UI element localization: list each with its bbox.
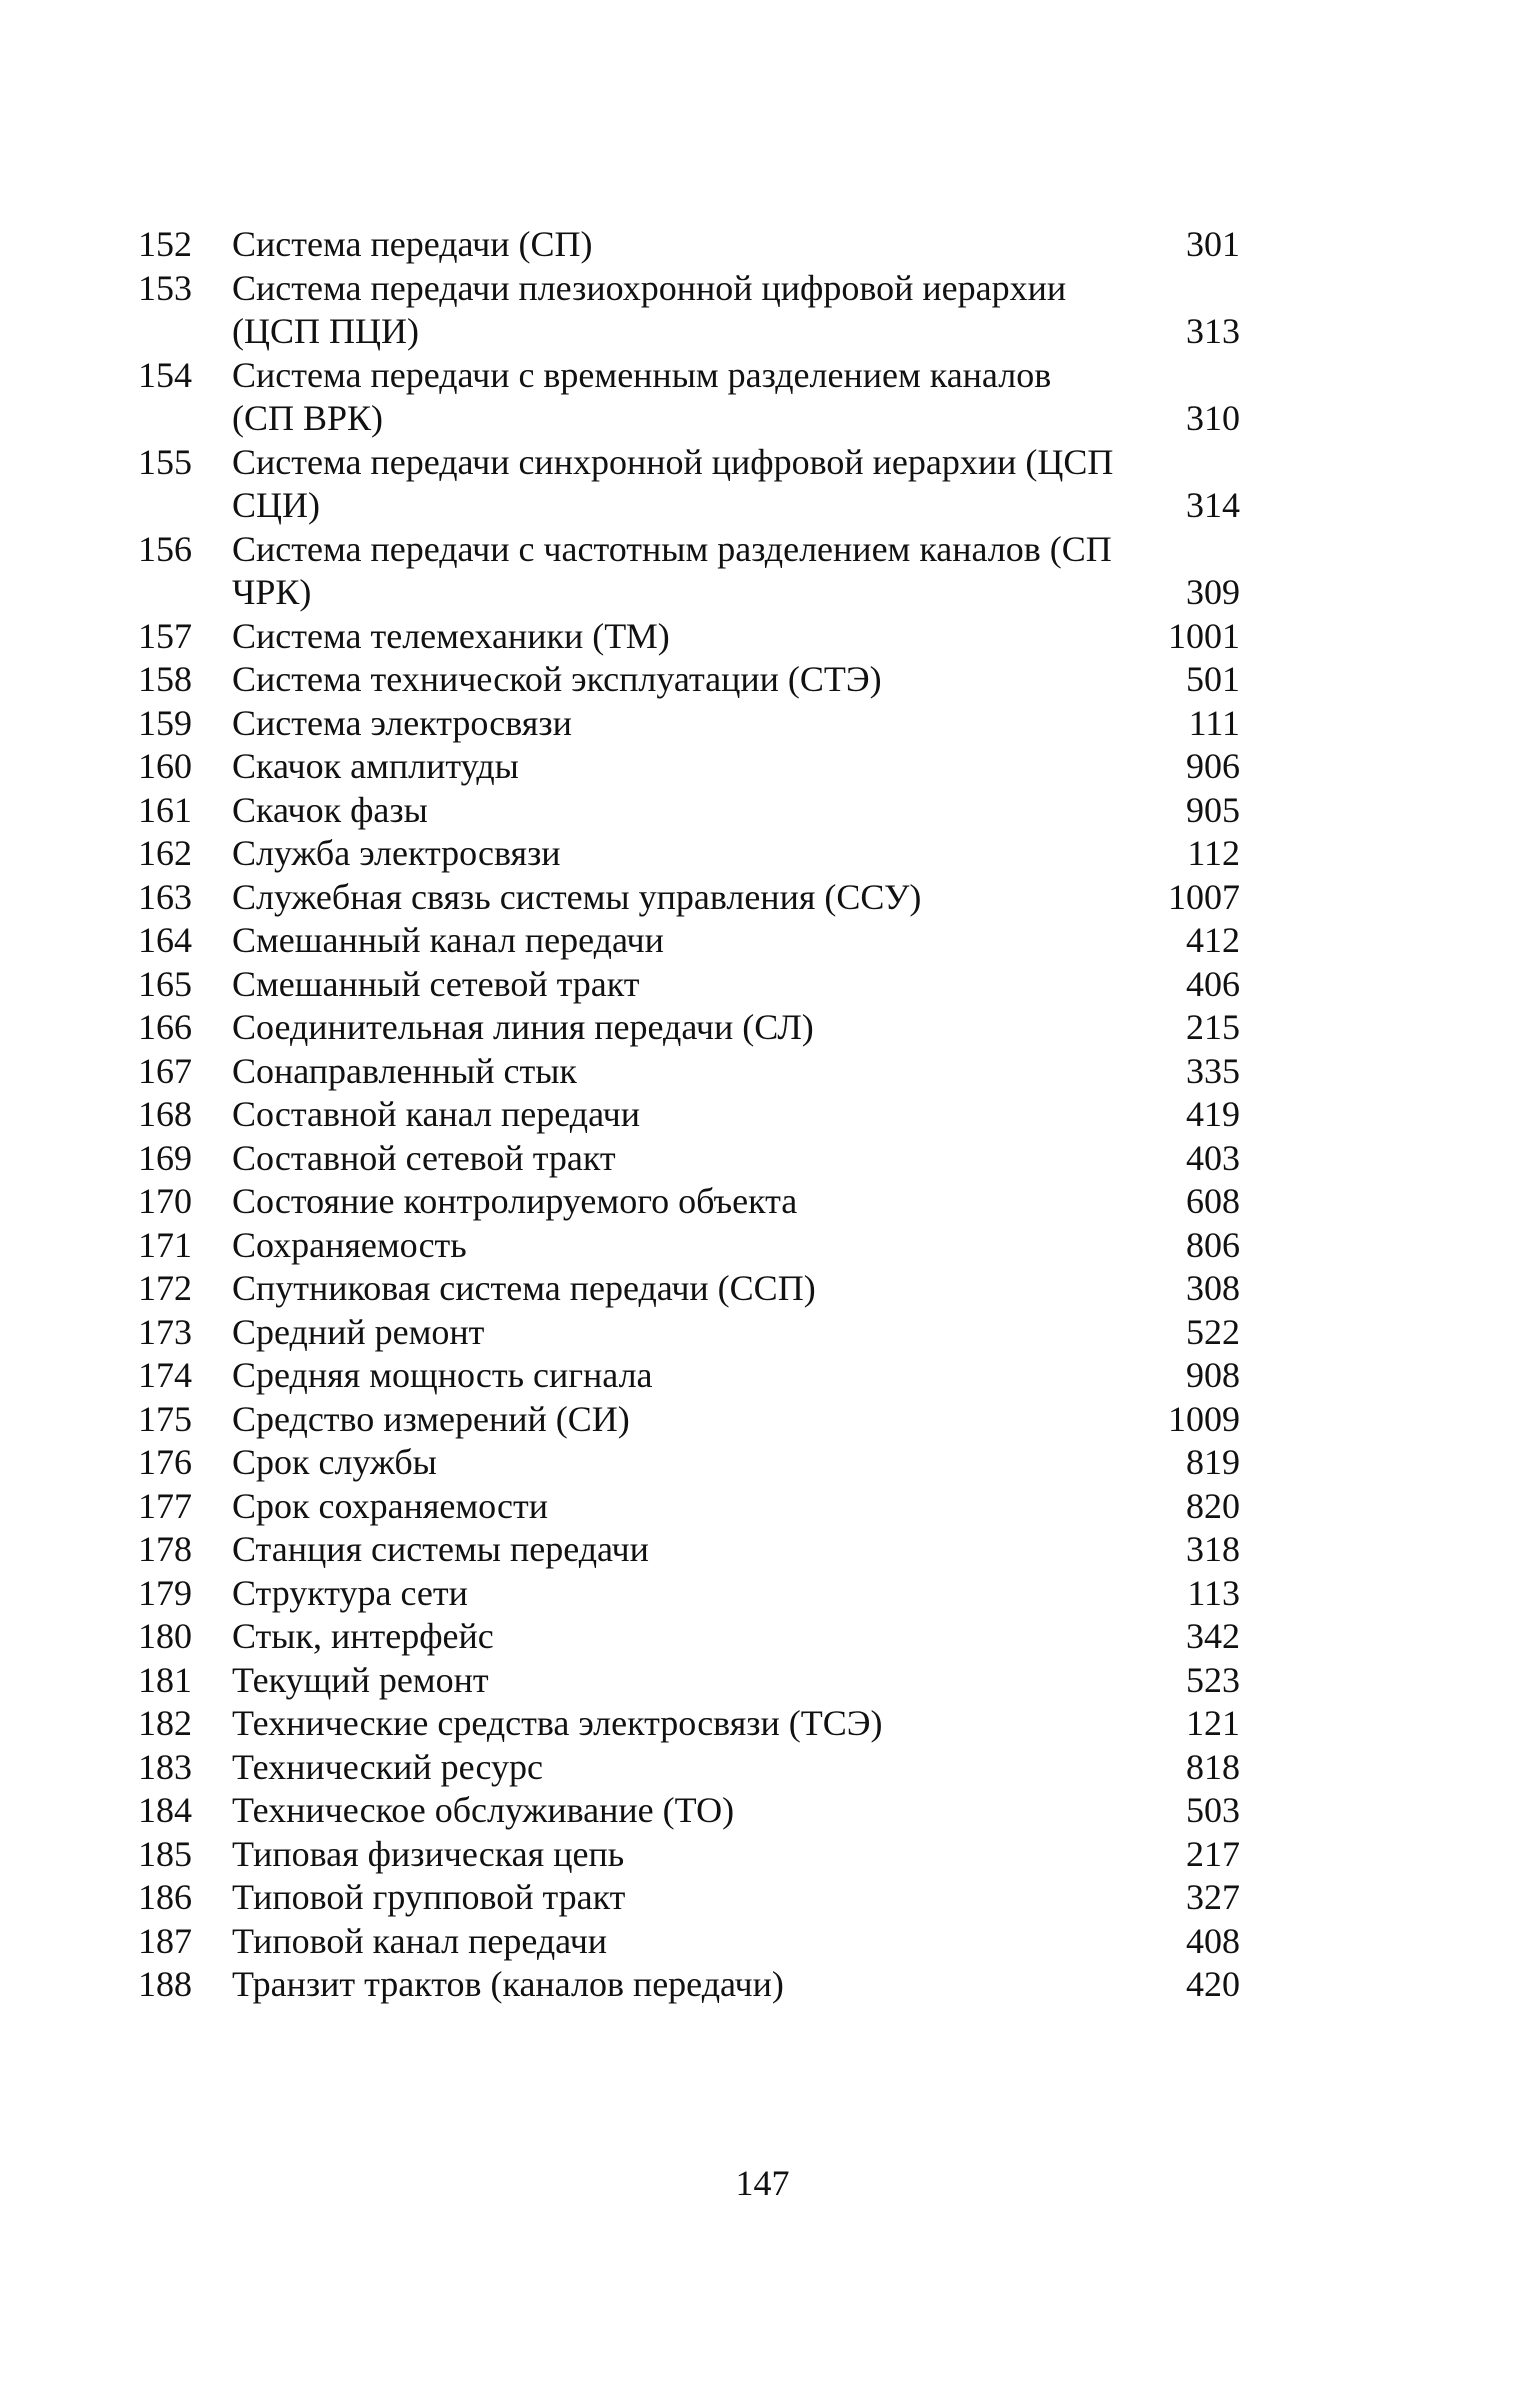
entry-term: Спутниковая система передачи (ССП)	[232, 1268, 816, 1308]
index-entry	[138, 1528, 1240, 1572]
entry-number: 179	[138, 1572, 192, 1613]
entry-number: 186	[138, 1877, 192, 1917]
entry-term: Составной сетевой тракт	[232, 1137, 616, 1178]
entry-term: Сохраняемость	[232, 1224, 467, 1265]
index-entry	[138, 1789, 1240, 1833]
entry-number: 185	[138, 1833, 192, 1874]
entry-page-reference: 1007	[1168, 876, 1240, 917]
entry-number: 176	[138, 1442, 192, 1482]
entry-term: Станция системы передачи	[232, 1529, 649, 1569]
entry-number: 178	[138, 1529, 192, 1569]
index-entry	[138, 1267, 1240, 1311]
entry-page-reference: 406	[1186, 963, 1240, 1004]
entry-number: 159	[138, 702, 192, 743]
entry-number: 156	[138, 528, 192, 569]
index-entry	[138, 1485, 1240, 1529]
entry-number: 170	[138, 1181, 192, 1221]
index-entry	[138, 267, 1240, 354]
entry-term: Средняя мощность сигнала	[232, 1355, 653, 1395]
entry-page-reference: 309	[1186, 572, 1240, 612]
entry-term: Технический ресурс	[232, 1746, 543, 1787]
index-entry	[138, 1050, 1240, 1094]
entry-number: 187	[138, 1920, 192, 1961]
index-entry	[138, 1311, 1240, 1355]
entry-term: Система передачи синхронной цифровой иерархии (ЦСП СЦИ)	[232, 441, 1114, 525]
index-entry	[138, 1180, 1240, 1224]
entry-page-reference: 419	[1186, 1094, 1240, 1134]
entry-term: Средний ремонт	[232, 1311, 485, 1352]
entry-number: 183	[138, 1746, 192, 1787]
entry-term: Система передачи с временным разделением каналов (СП ВРК)	[232, 354, 1052, 438]
entry-page-reference: 820	[1186, 1485, 1240, 1526]
entry-number: 152	[138, 224, 192, 264]
entry-number: 160	[138, 746, 192, 786]
entry-page-reference: 1001	[1168, 615, 1240, 656]
index-entry	[138, 919, 1240, 963]
entry-term: Соединительная линия передачи (СЛ)	[232, 1007, 814, 1047]
entry-page-reference: 342	[1186, 1616, 1240, 1656]
index-entry	[138, 1615, 1240, 1659]
entry-number: 172	[138, 1268, 192, 1308]
entry-number: 173	[138, 1311, 192, 1352]
entry-page-reference: 408	[1186, 1920, 1240, 1961]
entry-page-reference: 318	[1186, 1529, 1240, 1569]
index-entry	[138, 223, 1240, 267]
entry-term: Система электросвязи	[232, 702, 572, 743]
index-entry	[138, 789, 1240, 833]
entry-number: 164	[138, 920, 192, 960]
entry-term: Служебная связь системы управления (ССУ)	[232, 876, 922, 917]
index-entry	[138, 1224, 1240, 1268]
entry-number: 171	[138, 1224, 192, 1265]
index-entry	[138, 1006, 1240, 1050]
index-entry	[138, 528, 1240, 615]
index-entry	[138, 1746, 1240, 1790]
index-entry	[138, 963, 1240, 1007]
entry-page-reference: 403	[1186, 1137, 1240, 1178]
entry-page-reference: 908	[1186, 1355, 1240, 1395]
entry-number: 161	[138, 789, 192, 830]
entry-page-reference: 806	[1186, 1224, 1240, 1265]
entry-page-reference: 310	[1186, 398, 1240, 438]
entry-page-reference: 313	[1186, 311, 1240, 351]
entry-number: 182	[138, 1703, 192, 1743]
term-index-list	[138, 223, 1240, 2007]
index-entry	[138, 1876, 1240, 1920]
entry-page-reference: 314	[1186, 485, 1240, 525]
entry-term: Срок сохраняемости	[232, 1485, 549, 1526]
index-entry	[138, 832, 1240, 876]
entry-number: 177	[138, 1485, 192, 1526]
entry-number: 158	[138, 659, 192, 699]
entry-term: Техническое обслуживание (ТО)	[232, 1790, 735, 1830]
entry-page-reference: 1009	[1168, 1398, 1240, 1439]
entry-page-reference: 327	[1186, 1877, 1240, 1917]
entry-term: Типовой канал передачи	[232, 1920, 608, 1961]
index-entry	[138, 615, 1240, 659]
entry-page-reference: 906	[1186, 746, 1240, 786]
entry-page-reference: 113	[1187, 1572, 1240, 1613]
index-entry	[138, 876, 1240, 920]
entry-page-reference: 217	[1186, 1833, 1240, 1874]
index-entry	[138, 1137, 1240, 1181]
entry-number: 180	[138, 1616, 192, 1656]
entry-page-reference: 905	[1186, 789, 1240, 830]
entry-number: 181	[138, 1659, 192, 1700]
entry-term: Система передачи с частотным разделением каналов (СП ЧРК)	[232, 528, 1112, 612]
entry-term: Текущий ремонт	[232, 1659, 489, 1700]
entry-term: Средство измерений (СИ)	[232, 1398, 630, 1439]
entry-page-reference: 819	[1186, 1442, 1240, 1482]
index-entry	[138, 658, 1240, 702]
entry-number: 174	[138, 1355, 192, 1395]
entry-page-reference: 501	[1186, 659, 1240, 699]
index-entry	[138, 702, 1240, 746]
entry-term: Смешанный канал передачи	[232, 920, 664, 960]
entry-page-reference: 503	[1186, 1790, 1240, 1830]
entry-page-reference: 301	[1186, 224, 1240, 264]
entry-number: 165	[138, 963, 192, 1004]
entry-term: Стык, интерфейс	[232, 1616, 494, 1656]
index-entry	[138, 441, 1240, 528]
entry-number: 154	[138, 354, 192, 395]
entry-page-reference: 818	[1186, 1746, 1240, 1787]
entry-page-reference: 412	[1186, 920, 1240, 960]
entry-term: Технические средства электросвязи (ТСЭ)	[232, 1703, 883, 1743]
entry-page-reference: 335	[1186, 1050, 1240, 1091]
entry-number: 155	[138, 441, 192, 482]
entry-term: Скачок фазы	[232, 789, 428, 830]
entry-number: 184	[138, 1790, 192, 1830]
entry-term: Система передачи (СП)	[232, 224, 593, 264]
entry-number: 163	[138, 876, 192, 917]
entry-term: Состояние контролируемого объекта	[232, 1181, 798, 1221]
index-entry	[138, 1702, 1240, 1746]
entry-term: Структура сети	[232, 1572, 468, 1613]
index-entry	[138, 1572, 1240, 1616]
entry-page-reference: 608	[1186, 1181, 1240, 1221]
entry-term: Система передачи плезиохронной цифровой иерархии (ЦСП ПЦИ)	[232, 267, 1067, 351]
entry-page-reference: 215	[1186, 1007, 1240, 1047]
entry-term: Служба электросвязи	[232, 833, 561, 873]
entry-term: Составной канал передачи	[232, 1094, 640, 1134]
entry-number: 157	[138, 615, 192, 656]
entry-number: 188	[138, 1964, 192, 2004]
entry-number: 168	[138, 1094, 192, 1134]
index-entry	[138, 1659, 1240, 1703]
entry-number: 175	[138, 1398, 192, 1439]
index-entry	[138, 1963, 1240, 2007]
entry-number: 166	[138, 1007, 192, 1047]
entry-number: 169	[138, 1137, 192, 1178]
entry-term: Типовой групповой тракт	[232, 1877, 626, 1917]
index-entry	[138, 745, 1240, 789]
entry-term: Система телемеханики (ТМ)	[232, 615, 670, 656]
entry-page-reference: 308	[1186, 1268, 1240, 1308]
entry-term: Смешанный сетевой тракт	[232, 963, 640, 1004]
entry-page-reference: 420	[1186, 1964, 1240, 2004]
entry-page-reference: 523	[1186, 1659, 1240, 1700]
entry-page-reference: 111	[1188, 702, 1240, 743]
entry-term: Система технической эксплуатации (СТЭ)	[232, 659, 882, 699]
entry-page-reference: 121	[1186, 1703, 1240, 1743]
entry-number: 162	[138, 833, 192, 873]
index-entry	[138, 1354, 1240, 1398]
entry-term: Транзит трактов (каналов передачи)	[232, 1964, 784, 2004]
index-entry	[138, 1441, 1240, 1485]
index-entry	[138, 1920, 1240, 1964]
entry-number: 153	[138, 267, 192, 308]
entry-number: 167	[138, 1050, 192, 1091]
entry-term: Скачок амплитуды	[232, 746, 519, 786]
index-entry	[138, 1398, 1240, 1442]
index-entry	[138, 1833, 1240, 1877]
page-number: 147	[735, 2163, 790, 2203]
entry-page-reference: 522	[1186, 1311, 1240, 1352]
entry-term: Срок службы	[232, 1442, 437, 1482]
entry-term: Типовая физическая цепь	[232, 1833, 625, 1874]
index-entry	[138, 1093, 1240, 1137]
index-entry	[138, 354, 1240, 441]
entry-page-reference: 112	[1187, 833, 1240, 873]
entry-term: Сонаправленный стык	[232, 1050, 577, 1091]
